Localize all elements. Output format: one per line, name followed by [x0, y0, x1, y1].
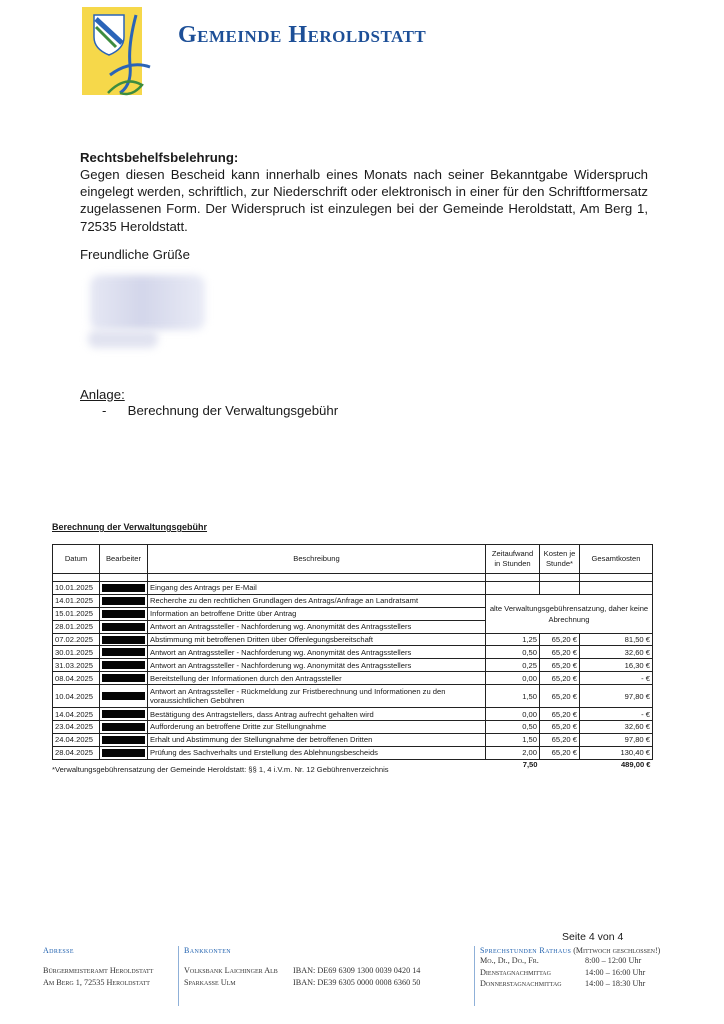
row-bearbeiter-redacted [100, 659, 148, 672]
blurred-signature [90, 275, 205, 330]
legal-remedy-text: Gegen diesen Bescheid kann innerhalb eines Monats nach seiner Bekanntgabe Widerspruch eingelegt werden, schriftlich, zur Niederschrift oder elektronisch in einer für den Schriftformersatz zugelassenen Form. Der Widerspruch ist einzulegen bei der Gemeinde Heroldstatt, Am Berg 1, 72535 Heroldstatt. [80, 167, 648, 234]
footer-bank-2 [184, 977, 420, 989]
fee-table-row [53, 582, 653, 595]
redaction-bar [102, 749, 145, 757]
fee-table [52, 544, 653, 770]
footer-divider-2 [474, 946, 475, 1006]
row-bearbeiter-redacted [100, 582, 148, 595]
row-hours: 0,00 [486, 672, 540, 685]
row-bearbeiter-redacted [100, 685, 148, 708]
sum-rate-empty [540, 759, 580, 769]
row-rate: 65,20 € [540, 721, 580, 734]
col-header-beschreibung: Beschreibung [148, 545, 486, 574]
row-rate: 65,20 € [540, 633, 580, 646]
row-hours: 1,50 [486, 685, 540, 708]
footer-divider-1 [178, 946, 179, 1006]
row-bearbeiter-redacted [100, 721, 148, 734]
col-header-datum: Datum [53, 545, 100, 574]
fee-table-row [53, 633, 653, 646]
row-bearbeiter-redacted [100, 672, 148, 685]
organization-name: Gemeinde Heroldstatt [178, 22, 427, 48]
redaction-bar [102, 723, 145, 731]
row-bearbeiter-redacted [100, 733, 148, 746]
redaction-bar [102, 584, 145, 592]
attachment-title: Anlage: [80, 387, 125, 402]
fee-table-row [53, 646, 653, 659]
fee-table-row [53, 685, 653, 708]
row-bearbeiter-redacted [100, 708, 148, 721]
blurred-signature-name [88, 330, 158, 348]
footer-hours-row [480, 967, 660, 979]
row-description: Antwort an Antragssteller - Rückmeldung zur Fristberechnung und Informationen zu den voraussichtlichen Gebühren [148, 685, 486, 708]
footer-bank-1-iban: IBAN: DE69 6309 1300 0039 0420 14 [293, 966, 421, 975]
row-rate: 65,20 € [540, 733, 580, 746]
fee-table-header-row [53, 545, 653, 574]
row-date: 10.01.2025 [53, 582, 100, 595]
row-date: 07.02.2025 [53, 633, 100, 646]
footer-hours-heading: Sprechstunden Rathaus [480, 946, 572, 955]
redaction-bar [102, 597, 145, 605]
row-date: 14.04.2025 [53, 708, 100, 721]
row-rate: 65,20 € [540, 685, 580, 708]
redaction-bar [102, 623, 145, 631]
row-description: Antwort an Antragssteller - Nachforderung wg. Anonymität des Antragsstellers [148, 646, 486, 659]
fee-footnote: *Verwaltungsgebührensatzung der Gemeinde Heroldstatt: §§ 1, 4 i.V.m. Nr. 12 Gebührenverzeichnis [52, 765, 389, 774]
fee-table-row [53, 746, 653, 759]
footer-address-line-1: Bürgermeisteramt Heroldstatt [43, 966, 154, 975]
row-description: Erhalt und Abstimmung der Stellungnahme der betroffenen Dritten [148, 733, 486, 746]
row-hours: 2,00 [486, 746, 540, 759]
footer-address [43, 946, 153, 988]
row-rate: 65,20 € [540, 646, 580, 659]
legal-remedy-title: Rechtsbehelfsbelehrung: [80, 150, 239, 165]
attachment-bullet: - [102, 403, 107, 418]
row-hours: 1,25 [486, 633, 540, 646]
fee-table-title: Berechnung der Verwaltungsgebühr [52, 522, 208, 532]
row-bearbeiter-redacted [100, 620, 148, 633]
footer-hours-note: (Mittwoch geschlossen!) [573, 946, 661, 955]
row-date: 14.01.2025 [53, 594, 100, 607]
row-hours: 0,00 [486, 708, 540, 721]
row-rate: 65,20 € [540, 659, 580, 672]
fee-table-row [53, 672, 653, 685]
footer-hours-time: 8:00 – 12:00 Uhr [585, 956, 642, 965]
footer-bank-2-name: Sparkasse Ulm [184, 977, 236, 987]
row-total-empty [580, 582, 653, 595]
row-total: 32,60 € [580, 721, 653, 734]
row-date: 08.04.2025 [53, 672, 100, 685]
row-description: Bereitstellung der Informationen durch den Antragssteller [148, 672, 486, 685]
row-description: Antwort an Antragssteller - Nachforderung wg. Anonymität des Antragsstellers [148, 659, 486, 672]
row-hours: 0,50 [486, 721, 540, 734]
row-total: - € [580, 708, 653, 721]
footer-address-heading: Adresse [43, 946, 74, 955]
municipality-crest-logo [80, 5, 180, 100]
row-description: Aufforderung an betroffene Dritte zur Stellungnahme [148, 721, 486, 734]
footer-address-line-2: Am Berg 1, 72535 Heroldstatt [43, 977, 150, 987]
row-description: Recherche zu den rechtlichen Grundlagen des Antrags/Anfrage an Landratsamt [148, 594, 486, 607]
col-header-bearbeiter: Bearbeiter [100, 545, 148, 574]
row-bearbeiter-redacted [100, 594, 148, 607]
row-total: 97,80 € [580, 733, 653, 746]
row-date: 28.01.2025 [53, 620, 100, 633]
redaction-bar [102, 674, 145, 682]
row-bearbeiter-redacted [100, 746, 148, 759]
row-date: 30.01.2025 [53, 646, 100, 659]
row-total: - € [580, 672, 653, 685]
row-total: 130,40 € [580, 746, 653, 759]
fee-table-row [53, 721, 653, 734]
row-rate: 65,20 € [540, 672, 580, 685]
footer-hours-days: Donnerstagnachmittag [480, 979, 562, 988]
footer-bank-1 [184, 965, 420, 977]
row-bearbeiter-redacted [100, 633, 148, 646]
row-date: 31.03.2025 [53, 659, 100, 672]
footer-hours-row [480, 955, 660, 967]
row-date: 23.04.2025 [53, 721, 100, 734]
row-description: Abstimmung mit betroffenen Dritten über Offenlegungsbereitschaft [148, 633, 486, 646]
row-rate-empty [540, 582, 580, 595]
page-number: Seite 4 von 4 [562, 931, 624, 943]
footer-hours-list [480, 955, 660, 990]
row-date: 15.01.2025 [53, 607, 100, 620]
footer-hours-time: 14:00 – 18:30 Uhr [585, 979, 646, 988]
redaction-bar [102, 610, 145, 618]
row-total: 97,80 € [580, 685, 653, 708]
row-hours: 0,25 [486, 659, 540, 672]
redaction-bar [102, 648, 145, 656]
footer-bank [184, 946, 420, 988]
footer-hours-row [480, 978, 660, 990]
closing-greeting: Freundliche Grüße [80, 247, 190, 262]
col-header-gesamtkosten: Gesamtkosten [580, 545, 653, 574]
fee-table-row [53, 733, 653, 746]
footer-bank-heading: Bankkonten [184, 946, 231, 955]
redaction-bar [102, 636, 145, 644]
sum-total: 489,00 € [580, 759, 653, 769]
row-date: 24.04.2025 [53, 733, 100, 746]
row-total: 32,60 € [580, 646, 653, 659]
redaction-bar [102, 736, 145, 744]
col-header-zeitaufwand: Zeitaufwand in Stunden [486, 545, 540, 574]
footer-hours-days: Mo., Di., Do., Fr. [480, 956, 539, 965]
fee-table-row [53, 659, 653, 672]
row-total: 16,30 € [580, 659, 653, 672]
row-hours: 1,50 [486, 733, 540, 746]
row-bearbeiter-redacted [100, 607, 148, 620]
row-description: Prüfung des Sachverhalts und Erstellung des Ablehnungsbescheids [148, 746, 486, 759]
row-description: Information an betroffene Dritte über Antrag [148, 607, 486, 620]
row-description: Antwort an Antragssteller - Nachforderung wg. Anonymität des Antragsstellers [148, 620, 486, 633]
footer-hours-time: 14:00 – 16:00 Uhr [585, 967, 646, 977]
attachment-item-label: Berechnung der Verwaltungsgebühr [127, 403, 339, 418]
row-description: Eingang des Antrags per E-Mail [148, 582, 486, 595]
row-merged-note: alte Verwaltungsgebührensatzung, daher keine Abrechnung [486, 594, 653, 633]
footer-hours-days: Dienstagnachmittag [480, 967, 551, 977]
row-description: Bestätigung des Antragstellers, dass Antrag aufrecht gehalten wird [148, 708, 486, 721]
row-rate: 65,20 € [540, 746, 580, 759]
row-rate: 65,20 € [540, 708, 580, 721]
sum-hours: 7,50 [486, 759, 540, 769]
footer-hours-heading-line [480, 946, 660, 955]
row-hours-empty [486, 582, 540, 595]
footer-office-hours [480, 946, 660, 990]
row-date: 28.04.2025 [53, 746, 100, 759]
fee-table-row [53, 594, 653, 607]
col-header-kosten: Kosten je Stunde* [540, 545, 580, 574]
row-hours: 0,50 [486, 646, 540, 659]
attachment-item [102, 403, 338, 418]
row-bearbeiter-redacted [100, 646, 148, 659]
redaction-bar [102, 692, 145, 700]
footer-bank-2-iban: IBAN: DE39 6305 0000 0008 6360 50 [293, 977, 421, 987]
fee-table-row [53, 708, 653, 721]
redaction-bar [102, 710, 145, 718]
redaction-bar [102, 661, 145, 669]
row-date: 10.04.2025 [53, 685, 100, 708]
spacer-row [53, 574, 653, 582]
footer-bank-1-name: Volksbank Laichinger Alb [184, 966, 278, 975]
row-total: 81,50 € [580, 633, 653, 646]
